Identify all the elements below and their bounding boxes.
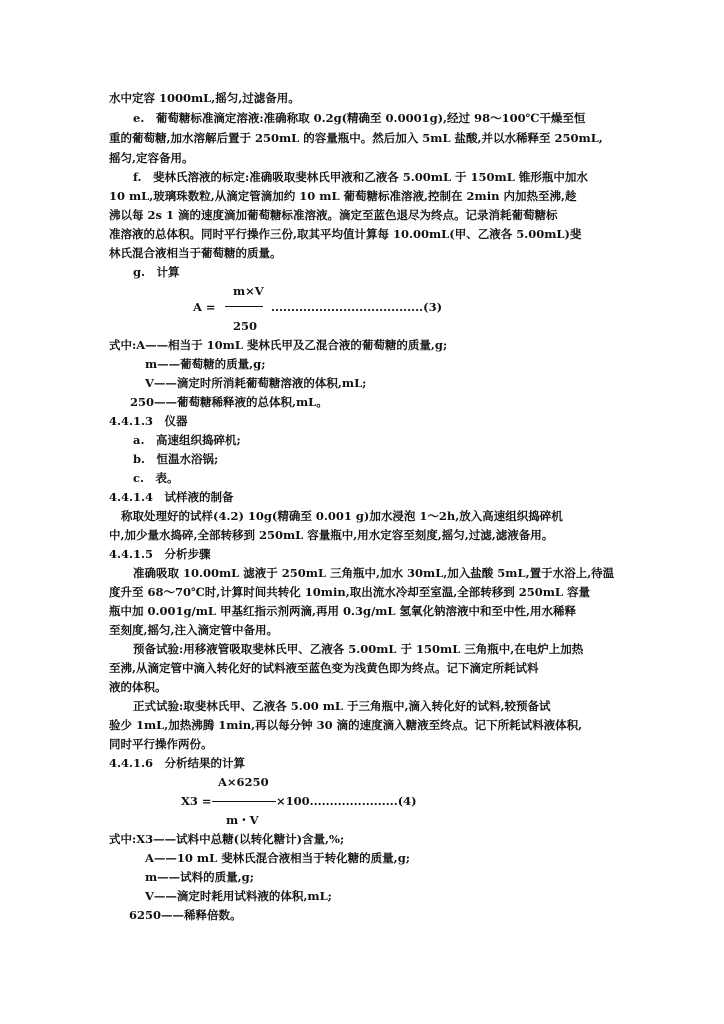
text-line: 重的葡萄糖,加水溶解后置于 250mL 的容量瓶中。然后加入 5mL 盐酸,并以水稀释至 250mL,: [109, 131, 603, 145]
formula-denominator: m・V: [226, 813, 259, 827]
text-line: 250——葡萄糖稀释液的总体积,mL。: [130, 395, 328, 409]
text-line: V——滴定时耗用试料液的体积,mL;: [145, 889, 332, 903]
text-line: V——滴定时所消耗葡萄糖溶液的体积,mL;: [145, 376, 367, 390]
formula-equation-number: ×100......................(4): [276, 794, 417, 808]
text-line: 式中:X3——试料中总糖(以转化糖计)含量,%;: [109, 832, 345, 846]
text-line: 摇匀,定容备用。: [109, 151, 194, 165]
section-heading: 4.4.1.5 分析步骤: [109, 547, 211, 561]
list-item: b. 恒温水浴锅;: [133, 452, 219, 466]
formula-denominator: 250: [233, 319, 258, 333]
text-line: 预备试验:用移液管吸取斐林氏甲、乙液各 5.00mL 于 150mL 三角瓶中,在电炉上加热: [133, 642, 584, 656]
text-line: m——试料的质量,g;: [145, 870, 254, 884]
text-line: 液的体积。: [109, 680, 167, 694]
text-line: 至刻度,摇匀,注入滴定管中备用。: [109, 623, 279, 637]
formula-equation-number: ......................................(3): [271, 300, 443, 314]
list-item: a. 高速组织捣碎机;: [133, 433, 241, 447]
formula-numerator: m×V: [233, 284, 264, 298]
text-line: m——葡萄糖的质量,g;: [145, 357, 266, 371]
text-line: A——10 mL 斐林氏混合液相当于转化糖的质量,g;: [145, 851, 410, 865]
text-line: 10 mL,玻璃珠数粒,从滴定管滴加约 10 mL 葡萄糖标准溶液,控制在 2min 内加热至沸,趁: [109, 189, 577, 203]
text-line: 沸以每 2s 1 滴的速度滴加葡萄糖标准溶液。滴定至蓝色退尽为终点。记录消耗葡萄糖标: [109, 208, 558, 222]
list-item: c. 表。: [133, 471, 179, 485]
text-line: 准确吸取 10.00mL 滤液于 250mL 三角瓶中,加水 30mL,加入盐酸 5mL,置于水浴上,待温: [133, 566, 615, 580]
text-line: 水中定容 1000mL,摇匀,过滤备用。: [109, 91, 300, 105]
text-line: 验少 1mL,加热沸腾 1min,再以每分钟 30 滴的速度滴入糖液至终点。记下所耗试料液体积,: [109, 718, 583, 732]
text-line: 至沸,从滴定管中滴入转化好的试料液至蓝色变为浅黄色即为终点。记下滴定所耗试料: [109, 661, 539, 675]
text-line: 度升至 68～70℃时,计算时间共转化 10min,取出流水冷却至室温,全部转移到 250mL 容量: [109, 585, 590, 599]
text-line: 林氏混合液相当于葡萄糖的质量。: [109, 246, 282, 260]
text-line: 式中:A——相当于 10mL 斐林氏甲及乙混合液的葡萄糖的质量,g;: [109, 338, 448, 352]
formula-lhs: A =: [193, 300, 216, 314]
section-heading: 4.4.1.3 仪器: [109, 414, 188, 428]
text-line: 6250——稀释倍数。: [129, 908, 242, 922]
formula-lhs: X3 =: [181, 794, 212, 808]
text-line: e. 葡萄糖标准滴定溶液:准确称取 0.2g(精确至 0.0001g),经过 98～100℃干燥至恒: [133, 111, 586, 125]
section-heading: 4.4.1.6 分析结果的计算: [109, 756, 246, 770]
text-line: 中,加少量水捣碎,全部转移到 250mL 容量瓶中,用水定容至刻度,摇匀,过滤,滤液备用。: [109, 528, 554, 542]
text-line: 准溶液的总体积。同时平行操作三份,取其平均值计算每 10.00mL(甲、乙液各 5.00mL)斐: [109, 227, 582, 241]
text-line: 同时平行操作两份。: [109, 737, 213, 751]
text-line: 瓶中加 0.001g/mL 甲基红指示剂两滴,再用 0.3g/mL 氢氧化钠溶液中和至中性,用水稀释: [109, 604, 577, 618]
section-label: g. 计算: [133, 265, 180, 279]
fraction-bar: [212, 801, 276, 802]
fraction-bar: [225, 306, 263, 307]
section-heading: 4.4.1.4 试样液的制备: [109, 490, 234, 504]
formula-numerator: A×6250: [218, 775, 269, 789]
text-line: 正式试验:取斐林氏甲、乙液各 5.00 mL 于三角瓶中,滴入转化好的试料,较预备试: [133, 699, 551, 713]
text-line: f. 斐林氏溶液的标定:准确吸取斐林氏甲液和乙液各 5.00mL 于 150mL 锥形瓶中加水: [133, 170, 588, 184]
text-line: 称取处理好的试样(4.2) 10g(精确至 0.001 g)加水浸泡 1～2h,放入高速组织捣碎机: [121, 509, 563, 523]
